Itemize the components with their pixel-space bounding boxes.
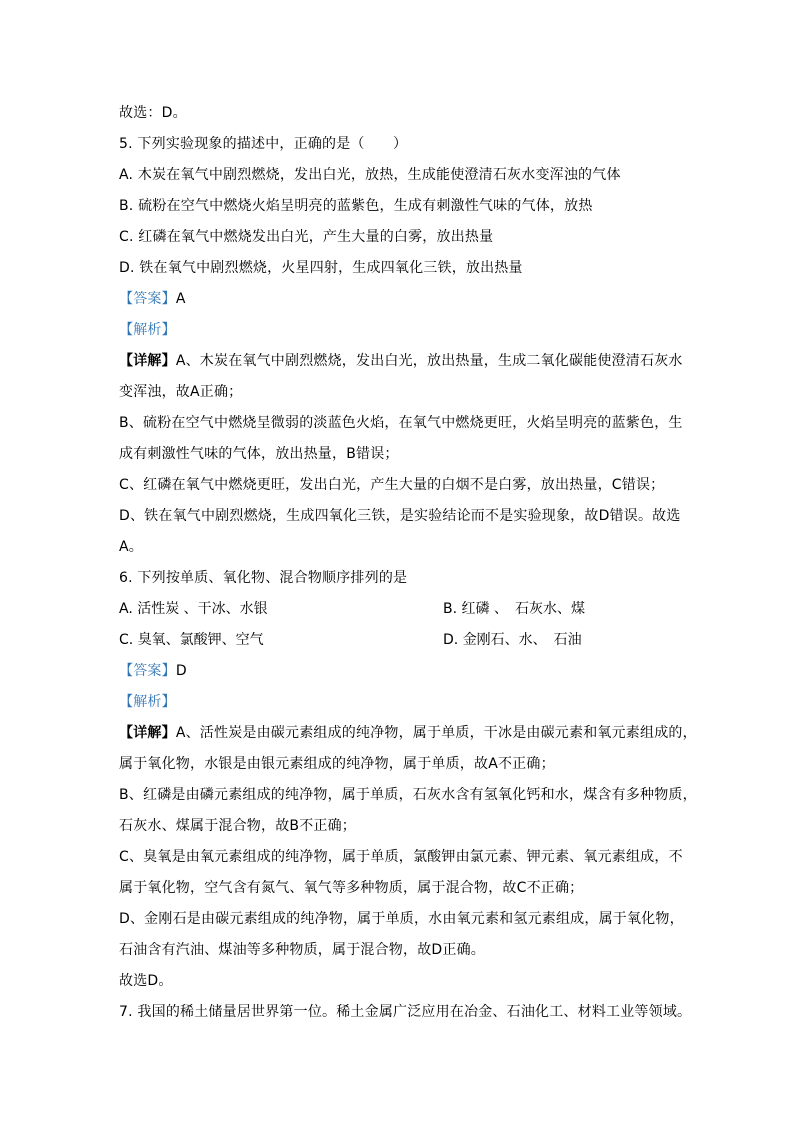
question-number: 6.	[119, 570, 133, 586]
q5-detail-line-7: A。	[119, 539, 143, 555]
q6-detail-line-1	[119, 723, 697, 754]
q6-option-b	[443, 599, 691, 630]
q5-option-a	[119, 165, 691, 196]
detail-text: A、活性炭是由碳元素组成的纯净物，属于单质，干冰是由碳元素和氧元素组成的，	[175, 725, 697, 741]
question-text: 下列实验现象的描述中，正确的是（ ）	[137, 136, 408, 152]
analysis-tag: 【解析】	[119, 322, 176, 338]
question-5-stem	[119, 134, 691, 165]
analysis-tag: 【解析】	[119, 694, 176, 710]
detail-tag: 【详解】	[119, 353, 176, 369]
q6-detail-line-4: 石灰水、煤属于混合物，故B不正确；	[119, 818, 357, 834]
q6-option-d	[443, 630, 691, 661]
option-label: B.	[443, 601, 458, 617]
q6-options-row-1	[119, 599, 691, 630]
question-text: 我国的稀土储量居世界第一位。稀土金属广泛应用在冶金、石油化工、材料工业等领域。	[137, 1004, 692, 1020]
detail-tag: 【详解】	[119, 725, 176, 741]
q6-answer	[119, 661, 691, 692]
q5-detail-line-3: B、硫粉在空气中燃烧呈微弱的淡蓝色火焰，在氧气中燃烧更旺，火焰呈明亮的蓝紫色，生	[119, 415, 683, 431]
q6-detail-line-5: C、臭氧是由氧元素组成的纯净物，属于单质，氯酸钾由氯元素、钾元素、氧元素组成，不	[119, 849, 683, 865]
previous-conclusion: 故选：D。	[119, 105, 187, 121]
option-text: 红磷在氧气中燃烧发出白光，产生大量的白雾，放出热量	[138, 229, 494, 245]
option-text: 红磷 、 石灰水、煤	[461, 601, 585, 617]
option-text: 臭氧、氯酸钾、空气	[137, 632, 264, 648]
q6-conclusion: 故选D。	[119, 973, 173, 989]
question-7-stem	[119, 1002, 691, 1033]
question-number: 7.	[119, 1004, 133, 1020]
answer-value: A	[175, 291, 186, 307]
option-text: 硫粉在空气中燃烧火焰呈明亮的蓝紫色，生成有刺激性气味的气体，放热	[138, 198, 593, 214]
option-label: C.	[119, 632, 134, 648]
q6-option-a	[119, 599, 443, 630]
q6-detail-line-6: 属于氧化物，空气含有氮气、氧气等多种物质，属于混合物，故C不正确；	[119, 880, 584, 896]
question-text: 下列按单质、氧化物、混合物顺序排列的是	[137, 570, 408, 586]
q5-option-b	[119, 196, 691, 227]
q5-answer	[119, 289, 691, 320]
option-text: 活性炭 、干冰、水银	[137, 601, 268, 617]
detail-text: A、木炭在氧气中剧烈燃烧，发出白光，放出热量，生成二氧化碳能使澄清石灰水	[175, 353, 683, 369]
q5-detail-line-2: 变浑浊，故A正确；	[119, 384, 243, 400]
q5-detail-line-6: D、铁在氧气中剧烈燃烧，生成四氧化三铁，是实验结论而不是实验现象，故D错误。故选	[119, 508, 681, 524]
q5-detail-line-1	[119, 351, 691, 382]
q5-detail-line-4: 成有刺激性气味的气体，放出热量，B错误；	[119, 446, 399, 462]
option-label: D.	[443, 632, 459, 648]
q5-option-c	[119, 227, 691, 258]
question-6-stem	[119, 568, 691, 599]
option-text: 木炭在氧气中剧烈燃烧，发出白光，放热，生成能使澄清石灰水变浑浊的气体	[137, 167, 621, 183]
q5-analysis	[119, 320, 691, 351]
option-label: C.	[119, 229, 134, 245]
q6-detail-line-7: D、金刚石是由碳元素组成的纯净物，属于单质，水由氧元素和氢元素组成，属于氧化物，	[119, 911, 684, 927]
q5-option-d	[119, 258, 691, 289]
option-label: B.	[119, 198, 134, 214]
q6-detail-line-3: B、红磷是由磷元素组成的纯净物，属于单质，石灰水含有氢氧化钙和水，煤含有多种物质，	[119, 787, 697, 803]
q6-analysis	[119, 692, 691, 723]
q6-detail-line-8: 石油含有汽油、煤油等多种物质，属于混合物，故D正确。	[119, 942, 485, 958]
answer-tag: 【答案】	[119, 291, 176, 307]
q6-options-row-2	[119, 630, 691, 661]
answer-value: D	[175, 663, 187, 679]
answer-tag: 【答案】	[119, 663, 176, 679]
option-text: 金刚石、水、 石油	[462, 632, 582, 648]
q6-option-c	[119, 630, 443, 661]
option-label: A.	[119, 167, 134, 183]
document-page	[119, 103, 697, 1033]
option-label: D.	[119, 260, 135, 276]
q5-detail-line-5: C、红磷在氧气中燃烧更旺，发出白光，产生大量的白烟不是白雾，放出热量，C错误；	[119, 477, 665, 493]
question-number: 5.	[119, 136, 133, 152]
q6-detail-line-2: 属于氧化物，水银是由银元素组成的纯净物，属于单质，故A不正确；	[119, 756, 555, 772]
option-label: A.	[119, 601, 133, 617]
option-text: 铁在氧气中剧烈燃烧，火星四射，生成四氧化三铁，放出热量	[139, 260, 523, 276]
